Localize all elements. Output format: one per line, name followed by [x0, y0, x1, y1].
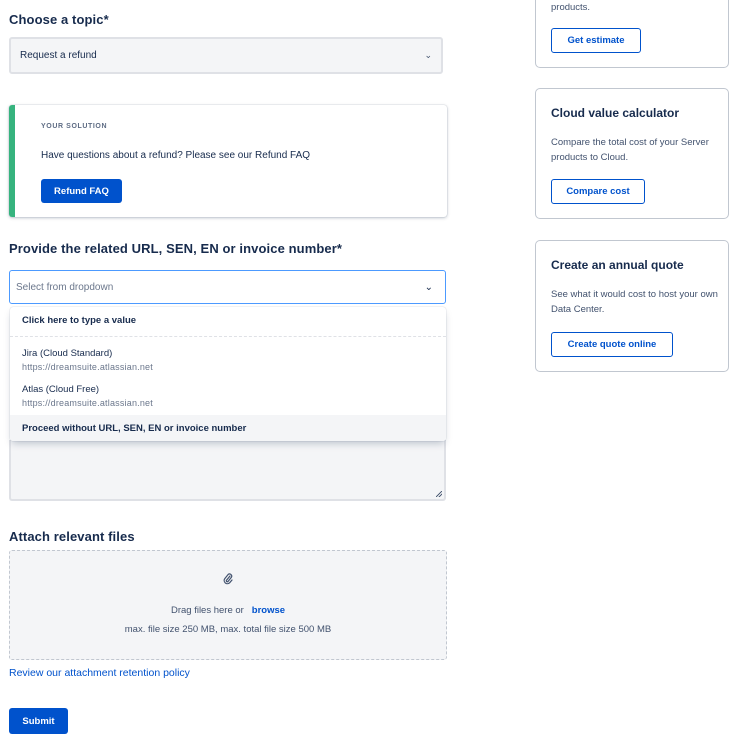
chevron-down-icon: ⌄: [424, 50, 432, 60]
get-estimate-button[interactable]: Get estimate: [551, 28, 641, 53]
card-estimate: [535, 0, 729, 68]
solution-tag: YOUR SOLUTION: [41, 123, 108, 130]
option-label: Atlas (Cloud Free): [22, 384, 100, 395]
drag-text: Drag files here or: [170, 605, 244, 616]
card-description: See what it would cost to host your own Data Center.: [551, 289, 718, 315]
topic-label: Choose a topic*: [9, 12, 109, 27]
file-size-limits: max. file size 250 MB, max. total file size 500 MB: [124, 624, 332, 635]
card-title: Cloud value calculator: [551, 106, 680, 120]
card-title: Create an annual quote: [551, 258, 684, 272]
url-select-placeholder: Select from dropdown: [16, 281, 114, 293]
description-textarea[interactable]: [9, 440, 446, 501]
option-url: https://dreamsuite.atlassian.net: [22, 362, 153, 372]
chevron-down-icon: ⌄: [424, 281, 433, 293]
topic-select[interactable]: [9, 37, 443, 74]
refund-faq-button[interactable]: Refund FAQ: [41, 179, 122, 203]
create-quote-online-button[interactable]: Create quote online: [551, 332, 673, 357]
topic-selected-value: Request a refund: [20, 50, 97, 61]
solution-message: Have questions about a refund? Please see our Refund FAQ: [41, 150, 311, 161]
submit-button[interactable]: Submit: [9, 708, 68, 734]
url-field-label: Provide the related URL, SEN, EN or invoice number*: [9, 241, 343, 256]
url-select[interactable]: [9, 270, 446, 304]
solution-panel: [9, 105, 447, 217]
compare-cost-button[interactable]: Compare cost: [551, 179, 645, 204]
attachment-policy-link[interactable]: Review our attachment retention policy: [9, 667, 190, 679]
solution-accent-bar: [9, 105, 15, 217]
browse-link[interactable]: browse: [251, 605, 286, 616]
menu-option-atlas[interactable]: [10, 384, 446, 408]
card-annual-quote: [535, 240, 729, 372]
card-cloud-value-calculator: [535, 88, 729, 219]
resize-handle-icon[interactable]: [436, 491, 442, 497]
menu-option-jira[interactable]: [10, 348, 446, 372]
url-dropdown-menu: [10, 307, 446, 441]
attach-label: Attach relevant files: [9, 529, 135, 544]
option-url: https://dreamsuite.atlassian.net: [22, 398, 153, 408]
menu-option-proceed-without[interactable]: Proceed without URL, SEN, EN or invoice number: [10, 415, 446, 441]
option-label: Jira (Cloud Standard): [22, 348, 113, 359]
menu-divider: [10, 336, 446, 337]
card-description: Compare the total cost of your Server products to Cloud.: [551, 137, 709, 163]
paperclip-icon: [10, 573, 446, 588]
file-dropzone[interactable]: [9, 550, 447, 660]
card-description: products.: [551, 2, 591, 13]
menu-option-type-value[interactable]: Click here to type a value: [22, 315, 137, 326]
